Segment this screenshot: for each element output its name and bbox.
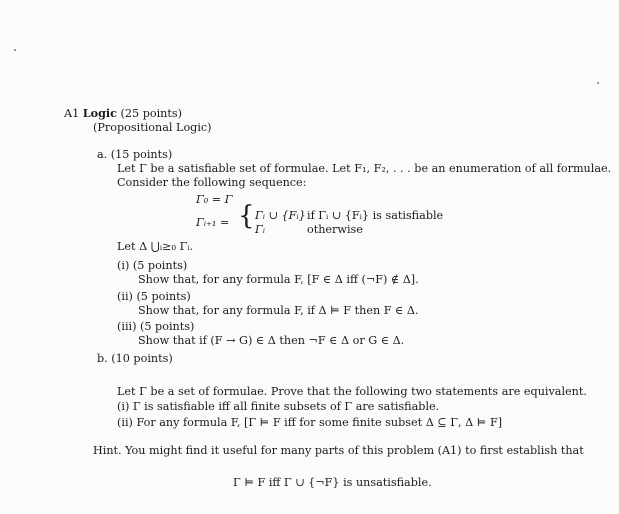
hint-formula: Γ ⊨ F iff Γ ∪ {¬F} is unsatisfiable. [233,476,432,489]
part-b-item-i: (i) Γ is satisfiable iff all finite subsets of Γ are satisfiable. [117,400,440,413]
part-b-label: b. (10 points) [97,352,173,365]
problem-title: Logic [82,106,117,120]
part-b-item-ii: (ii) For any formula F, [Γ ⊨ F iff for some finite subset Δ ⊆ Γ, Δ ⊨ F] [117,416,503,429]
sub-i-text: Show that, for any formula F, [F ∈ Δ iff (¬F) ∉ Δ]. [138,273,419,286]
case-brace: { [238,201,255,231]
part-a-label: a. (15 points) [97,148,173,161]
let-delta-definition: Let Δ ⋃ᵢ≥₀ Γᵢ. [117,240,194,253]
sub-ii-text: Show that, for any formula F, if Δ ⊨ F then F ∈ Δ. [138,304,419,317]
scan-speck [597,82,599,84]
scan-speck [14,49,16,51]
equation-gamma-next-lhs: Γᵢ₊₁ = [196,216,230,229]
hint-text: Hint. You might find it useful for many parts of this problem (A1) to first establish that [93,444,584,457]
sub-iii-text: Show that if (F → G) ∈ Δ then ¬F ∈ Δ or G ∈ Δ. [138,334,405,347]
case1-expression: Γᵢ ∪ {Fᵢ} [255,209,306,222]
sub-i-label: (i) (5 points) [117,259,188,272]
problem-subtitle: (Propositional Logic) [93,121,212,134]
case1-condition: if Γᵢ ∪ {Fᵢ} is satisfiable [307,209,444,222]
equation-gamma0: Γ₀ = Γ [196,193,233,206]
problem-id: A1 [64,107,80,120]
part-a-line2: Consider the following sequence: [117,176,307,189]
problem-points: (25 points) [120,107,182,120]
case2-condition: otherwise [307,223,363,236]
part-a-line1: Let Γ be a satisfiable set of formulae. Let F₁, F₂, . . . be an enumeration of all formulae. [117,162,612,175]
sub-iii-label: (iii) (5 points) [117,320,195,333]
case2-expression: Γᵢ [255,223,266,236]
problem-heading [64,107,182,120]
sub-ii-label: (ii) (5 points) [117,290,191,303]
part-b-line1: Let Γ be a set of formulae. Prove that the following two statements are equivalent. [117,385,587,398]
